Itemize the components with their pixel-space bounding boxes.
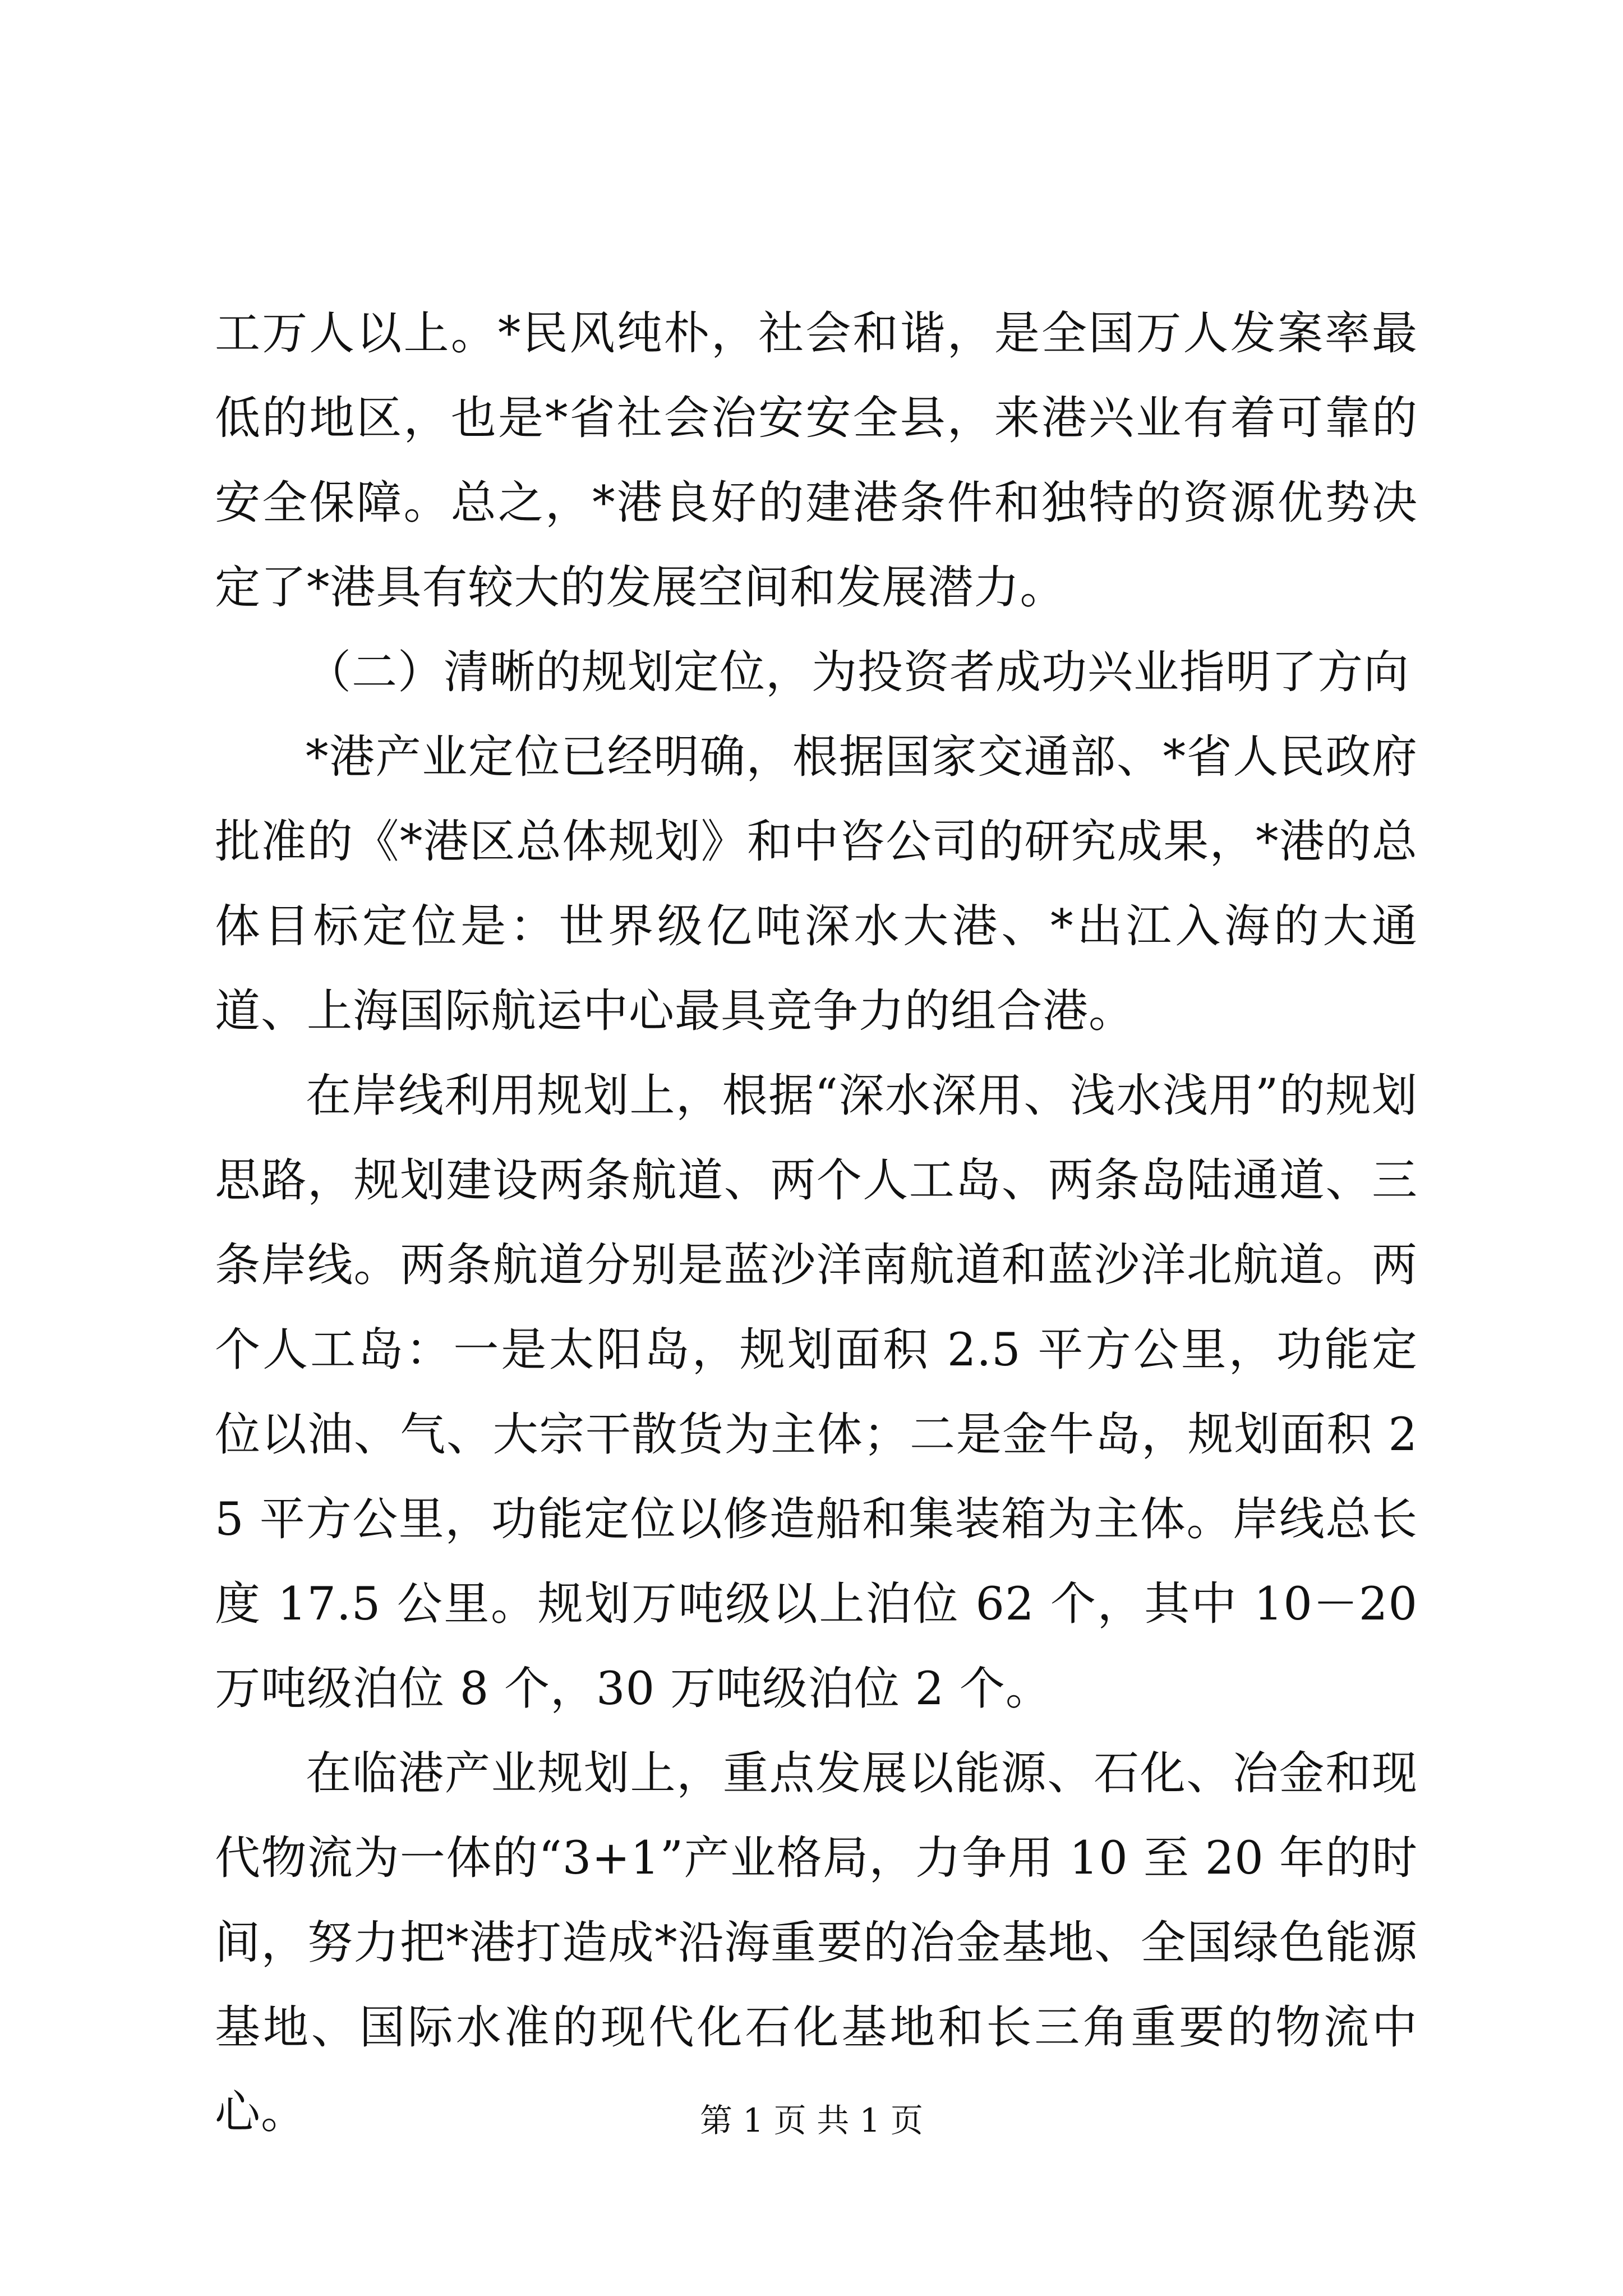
- page-footer: 第 1 页 共 1 页: [700, 2101, 923, 2139]
- paragraph-industry-planning: 在临港产业规划上，重点发展以能源、石化、冶金和现代物流为一体的“3+1”产业格局，力争用 10 至 20 年的时间，努力把*港打造成*沿海重要的冶金基地、全国绿色能源基地、国际水准的现代化石化基地和长三角重要的物流中心。: [215, 1747, 1418, 2139]
- section-heading: （二）清晰的规划定位，为投资者成功兴业指明了方向: [306, 646, 1410, 699]
- paragraph-intro-continuation: 工万人以上。*民风纯朴，社会和谐，是全国万人发案率最低的地区，也是*省社会治安安全县，来港兴业有着可靠的安全保障。总之，*港良好的建港条件和独特的资源优势决定了*港具有较大的发展空间和发展潜力。: [215, 307, 1418, 614]
- paragraph-positioning: *港产业定位已经明确，根据国家交通部、*省人民政府批准的《*港区总体规划》和中咨公司的研究成果，*港的总体目标定位是：世界级亿吨深水大港、*出江入海的大通道、上海国际航运中心最具竞争力的组合港。: [215, 731, 1418, 1038]
- document-body: [215, 292, 1418, 2155]
- paragraph-shoreline-planning: 在岸线利用规划上，根据“深水深用、浅水浅用”的规划思路，规划建设两条航道、两个人工岛、两条岛陆通道、三条岸线。两条航道分别是蓝沙洋南航道和蓝沙洋北航道。两个人工岛：一是太阳岛，规划面积 2.5 平方公里，功能定位以油、气、大宗干散货为主体；二是金牛岛，规划面积 25 平方公里，功能定位以修造船和集装箱为主体。岸线总长度 17.5 公里。规划万吨级以上泊位 62 个，其中 10－20 万吨级泊位 8 个，30 万吨级泊位 2 个。: [215, 1070, 1418, 1715]
